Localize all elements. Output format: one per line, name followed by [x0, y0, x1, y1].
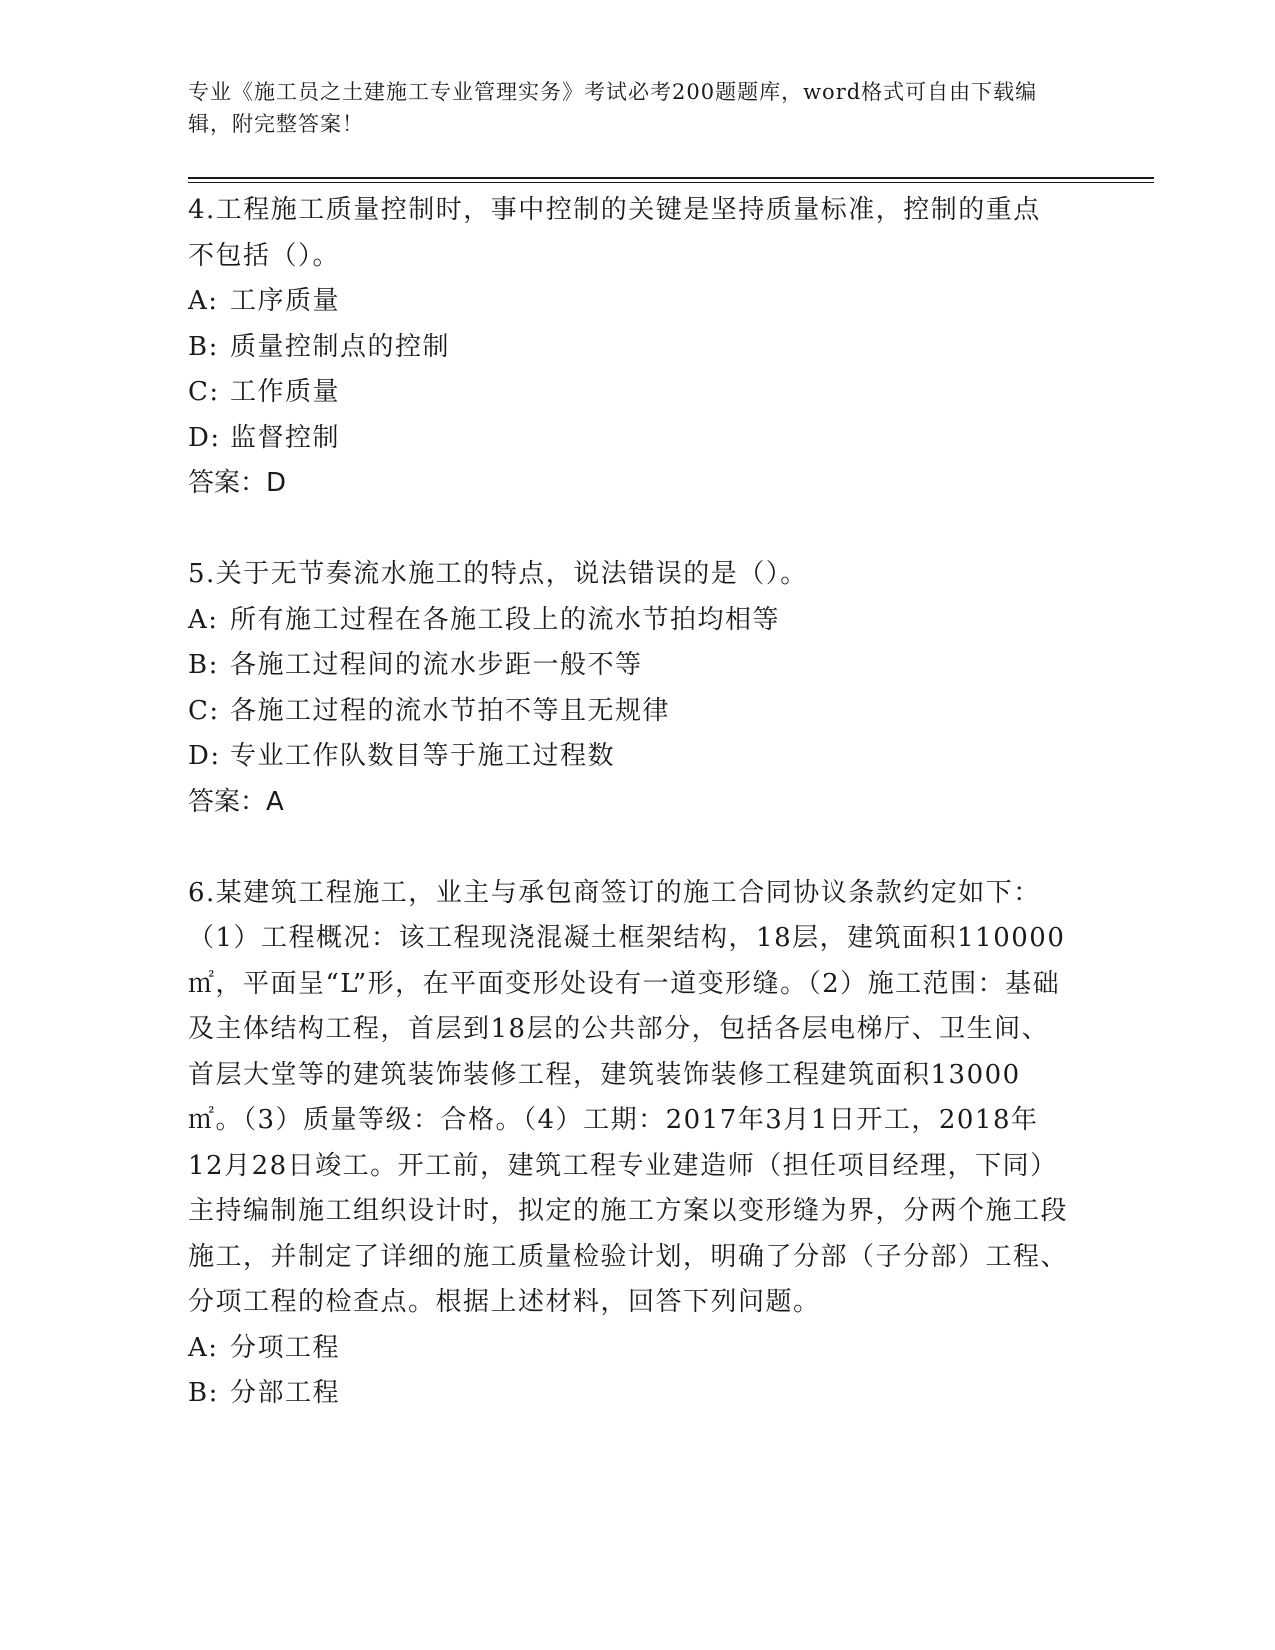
spacer	[188, 507, 1068, 553]
option-text: 各施工过程间的流水步距一般不等	[230, 650, 643, 680]
option-key: C:	[188, 695, 220, 726]
option-key: C:	[188, 377, 220, 407]
option-c	[188, 689, 1068, 735]
option-key: D:	[188, 422, 221, 453]
option-text: 工作质量	[230, 377, 341, 407]
option-text: 各施工过程的流水节拍不等且无规律	[230, 695, 671, 726]
question-4	[188, 188, 1068, 507]
option-b	[188, 1371, 1068, 1417]
answer: 答案：D	[188, 468, 287, 498]
option-key: B:	[188, 650, 219, 680]
option-text: 专业工作队数目等于施工过程数	[230, 741, 616, 771]
option-key: A:	[188, 286, 219, 316]
question-5	[188, 552, 1068, 825]
option-a	[188, 279, 1068, 325]
option-d	[188, 734, 1068, 780]
question-stem: 5.关于无节奏流水施工的特点，说法错误的是（）。	[188, 559, 808, 589]
document-header: 专业《施工员之土建施工专业管理实务》考试必考200题题库，word格式可自由下载编辑，附完整答案！	[188, 80, 1038, 136]
option-b	[188, 643, 1068, 689]
question-stem: 4.工程施工质量控制时，事中控制的关键是坚持质量标准，控制的重点不包括（）。	[188, 195, 1041, 271]
option-key: A:	[188, 1332, 219, 1363]
option-key: D:	[188, 741, 221, 771]
answer: 答案：A	[188, 786, 284, 817]
option-text: 监督控制	[230, 422, 341, 453]
option-b	[188, 325, 1068, 371]
option-a	[188, 598, 1068, 644]
header-divider-thin	[188, 182, 1154, 183]
header-divider	[188, 177, 1154, 179]
question-6	[188, 871, 1068, 1417]
option-key: A:	[188, 604, 219, 635]
option-key: B:	[188, 1378, 219, 1408]
option-text: 分项工程	[230, 1332, 341, 1363]
option-a	[188, 1326, 1068, 1372]
option-c	[188, 370, 1068, 416]
option-d	[188, 416, 1068, 462]
option-text: 所有施工过程在各施工段上的流水节拍均相等	[230, 604, 781, 635]
option-key: B:	[188, 331, 219, 362]
option-text: 工序质量	[230, 286, 341, 316]
option-text: 质量控制点的控制	[230, 331, 451, 362]
question-list	[188, 188, 1068, 1417]
spacer	[188, 825, 1068, 871]
option-text: 分部工程	[230, 1378, 341, 1408]
question-stem: 6.某建筑工程施工，业主与承包商签订的施工合同协议条款约定如下：（1）工程概况：该工程现浇混凝土框架结构，18层，建筑面积110000㎡，平面呈“L”形，在平面变形处设有一道变形缝。（2）施工范围：基础及主体结构工程，首层到18层的公共部分，包括各层电梯厅、卫生间、首层大堂等的建筑装饰装修工程，建筑装饰装修工程建筑面积13000㎡。（3）质量等级：合格。（4）工期：2017年3月1日开工，2018年12月28日竣工。开工前，建筑工程专业建造师（担任项目经理，下同）主持编制施工组织设计时，拟定的施工方案以变形缝为界，分两个施工段施工，并制定了详细的施工质量检验计划，明确了分部（子分部）工程、分项工程的检查点。根据上述材料，回答下列问题。	[188, 877, 1069, 1317]
